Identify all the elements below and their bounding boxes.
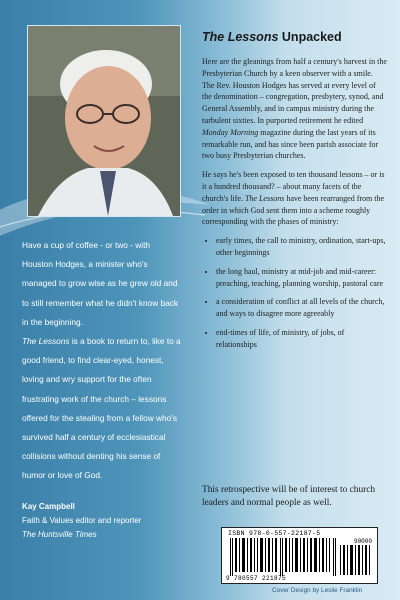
cover-design-credit: Cover Design by Leslie Franklin: [272, 587, 363, 594]
list-item: • a consideration of conflict at all levels of the church, and ways to disagree more agreeably: [216, 296, 387, 320]
description-p1-start: Here are the gleanings from half a century's harvest in the Presbyterian Church by a keen observer with a smile. The Rev. Houston Hodges has served at every level of the denomination – congregation, presbytery, synod, and General Assembly, and in campus ministry during the turbulent sixties. In purported retirement he edited: [202, 57, 387, 125]
price-barcode-bars: [340, 545, 370, 575]
endorsement-text: [22, 236, 182, 486]
description-p2-start: He says he's been exposed to ten thousand lessons – or is it a hundred thousand? – about many facets of the church's life.: [202, 170, 385, 203]
list-item: • early times, the call to ministry, ordination, start-ups, other beginnings: [216, 235, 387, 259]
endorsement-paragraph-2: [22, 332, 182, 486]
author-photo: [27, 25, 181, 217]
author-portrait-image: [28, 26, 180, 216]
magazine-title: Monday Morning: [202, 127, 259, 137]
description-paragraph-1: [202, 56, 387, 162]
title-italic: The Lessons: [202, 30, 279, 44]
isbn-label: ISBN 978-0-557-22187-5: [228, 530, 321, 537]
barcode-box: [221, 527, 378, 584]
title-rest: Unpacked: [281, 30, 342, 44]
description-p1-end: magazine during the last years of its remarkable run, and has since been parish associate for two busy Presbyterian churches.: [202, 127, 379, 161]
description: [202, 56, 387, 358]
description-paragraph-2: [202, 169, 387, 228]
page-title: [202, 30, 387, 44]
endorser-name: Kay Campbell: [22, 502, 75, 511]
closing-statement: This retrospective will be of interest to church leaders and normal people as well.: [202, 485, 376, 508]
list-item: • end-times of life, of ministry, of jobs, of relationships: [216, 327, 387, 351]
endorsement-signature: [22, 500, 182, 542]
barcode-bars: [230, 538, 336, 576]
list-item: • the long haul, ministry at mid-job and mid-career: preaching, teaching, planning worship, pastoral care: [216, 266, 387, 290]
price-code: 90000: [353, 538, 372, 545]
endorsement-paragraph-1: Have a cup of coffee - or two - with Houston Hodges, a minister who's managed to grow wise as he grew old and to still remember what he didn't know back in the beginning.: [22, 240, 179, 327]
book-title-ref: The Lessons: [22, 336, 70, 347]
phases-list: [202, 235, 387, 350]
endorser-role: Faith & Values editor and reporter: [22, 516, 142, 525]
description-p2-end: have been rearranged from the order in which God sent them into a scheme roughly corresponding with the phases of ministry:: [202, 193, 385, 227]
book-title-ref-2: The Lessons: [244, 193, 285, 203]
endorsement-paragraph-2-rest: is a book to return to, like to a good friend, to find clear-eyed, honest, loving and wry support for the often frustrating work of the church – lessons offered for the stealing from a fellow who's survived half a century of ecclesiastical collisions without denting his sense of humor or love of God.: [22, 336, 181, 481]
barcode-digits: 9 780557 221875: [226, 575, 287, 582]
endorser-publication: The Huntsville Times: [22, 530, 97, 539]
